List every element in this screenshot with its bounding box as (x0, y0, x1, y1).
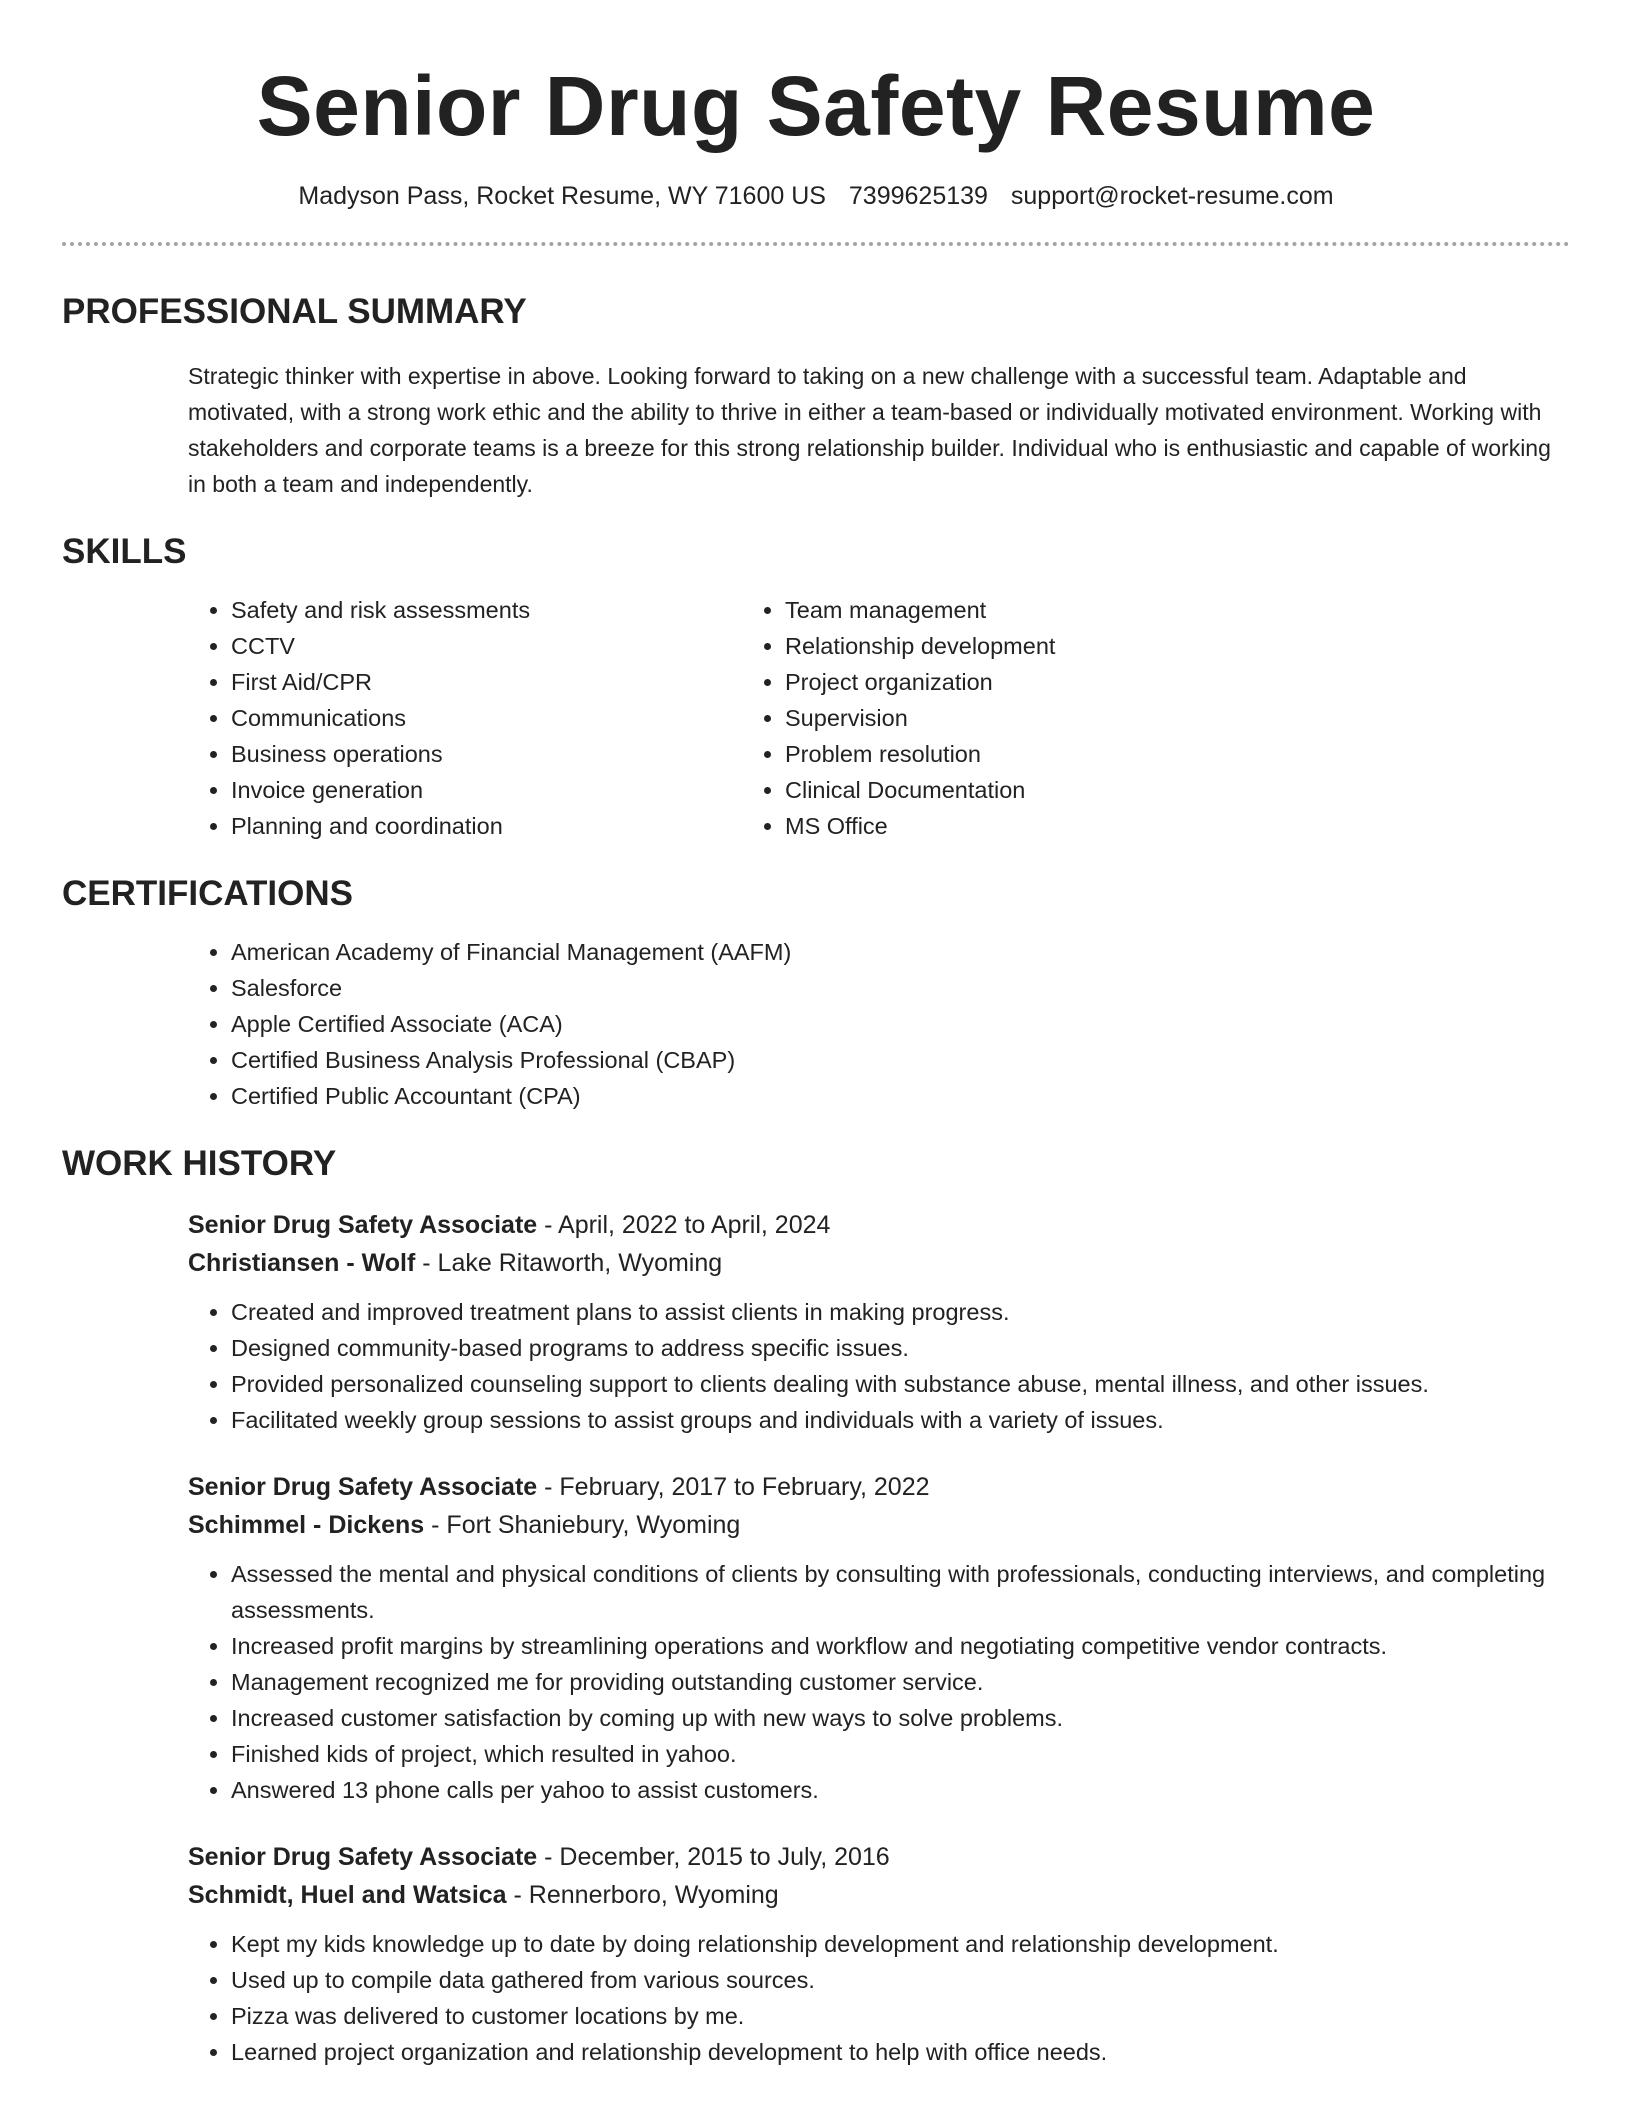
skill-item: • Clinical Documentation (785, 772, 1296, 808)
skills-section (62, 530, 1570, 844)
skill-item: • Planning and coordination (231, 808, 742, 844)
skill-item: • MS Office (785, 808, 1296, 844)
skill-item: • Team management (785, 592, 1296, 628)
certification-item: • Apple Certified Associate (ACA) (231, 1006, 1570, 1042)
job-dates: - April, 2022 to April, 2024 (537, 1211, 831, 1239)
skill-item: • Supervision (785, 700, 1296, 736)
job-title: Senior Drug Safety Associate (188, 1473, 538, 1501)
job-bullet: • Answered 13 phone calls per yahoo to assist customers. (231, 1772, 1570, 1808)
skills-column-left (188, 592, 742, 844)
resume-title: Senior Drug Safety Resume (256, 59, 1376, 153)
certification-item: • Salesforce (231, 970, 1570, 1006)
certification-item: • Certified Public Accountant (CPA) (231, 1078, 1570, 1114)
job-bullet: • Assessed the mental and physical conditions of clients by consulting with professionals, conducting interviews, and completing assessments. (231, 1556, 1570, 1628)
job-bullet: • Provided personalized counseling support to clients dealing with substance abuse, mental illness, and other issues. (231, 1366, 1570, 1402)
job-bullet: • Management recognized me for providing outstanding customer service. (231, 1664, 1570, 1700)
skill-item: • First Aid/CPR (231, 664, 742, 700)
job-title-line (188, 1838, 1570, 1876)
job-location: - Fort Shaniebury, Wyoming (424, 1511, 741, 1539)
job-bullet: • Used up to compile data gathered from various sources. (231, 1962, 1570, 1998)
summary-text: Strategic thinker with expertise in above. Looking forward to taking on a new challenge with a successful team. Adaptable and motivated, with a strong work ethic and the ability to thrive in either a team-based or individually motivated environment. Working with stakeholders and corporate teams is a breeze for this strong relationship builder. Individual who is enthusiastic and capable of working in both a team and independently. (188, 363, 1551, 497)
job-bullets (62, 1926, 1570, 2070)
job-company-line (188, 1244, 1570, 1282)
skill-item: • Project organization (785, 664, 1296, 700)
contact-address: Madyson Pass, Rocket Resume, WY 71600 US (298, 182, 826, 210)
summary-section (62, 290, 1570, 502)
job-title: Senior Drug Safety Associate (188, 1843, 538, 1871)
skills-heading: SKILLS (62, 532, 187, 571)
certifications-heading: CERTIFICATIONS (62, 874, 354, 913)
certifications-section (62, 872, 1570, 1114)
job-title: Senior Drug Safety Associate (188, 1211, 538, 1239)
certification-item: • American Academy of Financial Management (AAFM) (231, 934, 1570, 970)
job-bullet: • Facilitated weekly group sessions to assist groups and individuals with a variety of issues. (231, 1402, 1570, 1438)
skill-item: • Invoice generation (231, 772, 742, 808)
job-title-line (188, 1206, 1570, 1244)
job-bullet: • Designed community-based programs to address specific issues. (231, 1330, 1570, 1366)
work-history-section (62, 1142, 1570, 2070)
skills-grid (62, 592, 1570, 844)
job-bullet: • Increased customer satisfaction by coming up with new ways to solve problems. (231, 1700, 1570, 1736)
summary-heading: PROFESSIONAL SUMMARY (62, 292, 527, 331)
job-company: Schmidt, Huel and Watsica (188, 1881, 507, 1909)
job-bullet: • Pizza was delivered to customer locations by me. (231, 1998, 1570, 2034)
skill-item: • Relationship development (785, 628, 1296, 664)
job-bullet: • Created and improved treatment plans to assist clients in making progress. (231, 1294, 1570, 1330)
skill-item: • Problem resolution (785, 736, 1296, 772)
job-entry (188, 1206, 1570, 1438)
job-bullets (62, 1556, 1570, 1808)
job-bullet: • Increased profit margins by streamlining operations and workflow and negotiating competitive vendor contracts. (231, 1628, 1570, 1664)
contact-email: support@rocket-resume.com (1010, 182, 1334, 210)
work-history-heading: WORK HISTORY (62, 1144, 337, 1183)
job-company-line (188, 1506, 1570, 1544)
job-bullets (62, 1294, 1570, 1438)
skill-item: • Communications (231, 700, 742, 736)
certifications-list (188, 934, 1570, 1114)
certification-item: • Certified Business Analysis Professional (CBAP) (231, 1042, 1570, 1078)
skill-item: • Business operations (231, 736, 742, 772)
job-company: Schimmel - Dickens (188, 1511, 425, 1539)
contact-phone: 7399625139 (848, 182, 988, 210)
contact-line (62, 180, 1570, 212)
job-dates: - December, 2015 to July, 2016 (537, 1843, 890, 1871)
job-bullet: • Kept my kids knowledge up to date by doing relationship development and relationship development. (231, 1926, 1570, 1962)
skills-column-right (742, 592, 1296, 844)
job-bullet: • Learned project organization and relationship development to help with office needs. (231, 2034, 1570, 2070)
job-location: - Lake Ritaworth, Wyoming (415, 1249, 723, 1277)
header-divider (62, 242, 1570, 246)
job-dates: - February, 2017 to February, 2022 (537, 1473, 930, 1501)
job-location: - Rennerboro, Wyoming (506, 1881, 779, 1909)
job-company: Christiansen - Wolf (188, 1249, 416, 1277)
job-entry (188, 1838, 1570, 2070)
skill-item: • CCTV (231, 628, 742, 664)
job-bullet: • Finished kids of project, which resulted in yahoo. (231, 1736, 1570, 1772)
skill-item: • Safety and risk assessments (231, 592, 742, 628)
job-title-line (188, 1468, 1570, 1506)
job-company-line (188, 1876, 1570, 1914)
job-entry (188, 1468, 1570, 1808)
